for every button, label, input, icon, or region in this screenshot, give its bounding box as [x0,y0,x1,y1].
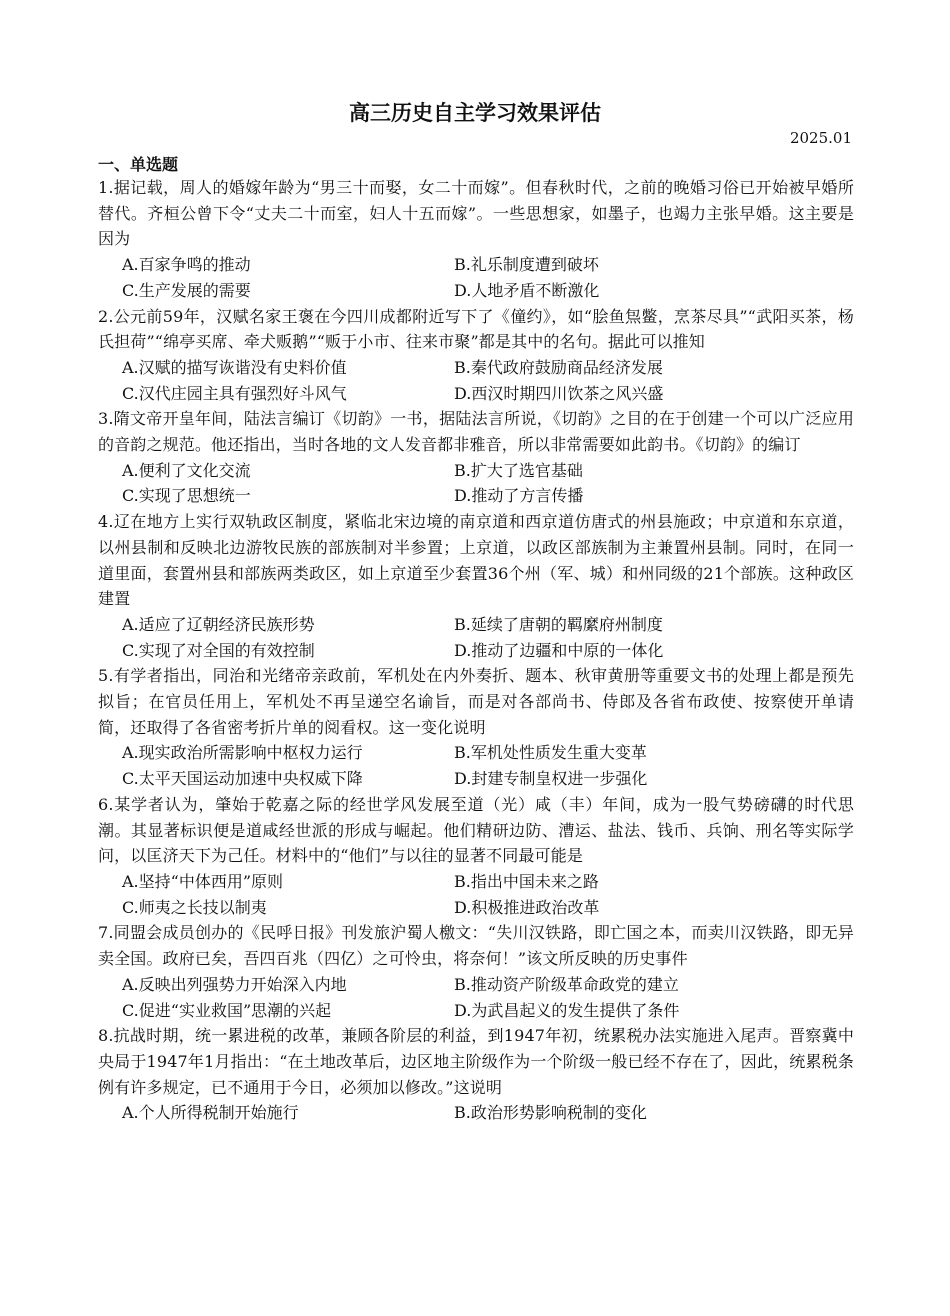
option-b: B.推动资产阶级革命政党的建立 [454,974,679,994]
option-c: C.汉代庄园主具有强烈好斗风气 [122,383,347,403]
question-stem: 4.辽在地方上实行双轨政区制度，紧临北宋边境的南京道和西京道仿唐式的州县施政；中京道和东京道，以州县制和反映北边游牧民族的部族制对半参置；上京道，以政区部族制为主兼置州县制。同时，在同一道里面，套置州县和部族两类政区，如上京道至少套置36个州（军、城）和州同级的21个部族。这种政区建置 [98,512,854,609]
option-a: A.个人所得税制开始施行 [122,1103,299,1123]
option-a: A.百家争鸣的推动 [122,255,251,275]
question-stem: 5.有学者指出，同治和光绪帝亲政前，军机处在内外奏折、题本、秋审黄册等重要文书的处理上都是预先拟旨；在官员任用上，军机处不再呈递空名谕旨，而是对各部尚书、侍郎及各省布政使、按察使开单请简，还取得了各省密考折片单的阅看权。这一变化说明 [98,666,854,737]
option-d: D.积极推进政治改革 [454,897,600,917]
option-grid [98,612,854,663]
option-b: B.扩大了选官基础 [454,460,583,480]
option-grid [98,869,854,920]
page-title: 高三历史自主学习效果评估 [349,101,601,125]
question-1 [98,175,854,304]
question-list [98,175,854,1126]
option-d: D.西汉时期四川饮茶之风兴盛 [454,383,664,403]
option-c: C.实现了对全国的有效控制 [122,640,315,660]
option-b: B.礼乐制度遭到破坏 [454,255,599,275]
question-stem: 8.抗战时期，统一累进税的改革，兼顾各阶层的利益，到1947年初，统累税办法实施进入尾声。晋察冀中央局于1947年1月指出：“在土地改革后，边区地主阶级作为一个阶级一般已经不存在了，因此，统累税条例有许多规定，已不通用于今日，必须加以修改。”这说明 [98,1026,854,1097]
option-c: C.生产发展的需要 [122,280,251,300]
option-d: D.封建专制皇权进一步强化 [454,769,648,789]
option-a: A.便利了文化交流 [122,460,251,480]
option-a: A.反映出列强势力开始深入内地 [122,974,347,994]
option-a: A.汉赋的描写诙谐没有史料价值 [122,357,347,377]
question-5 [98,663,854,792]
option-b: B.秦代政府鼓励商品经济发展 [454,357,663,377]
option-grid [98,740,854,791]
option-c: C.促进“实业救国”思潮的兴起 [122,1000,332,1020]
section-heading: 一、单选题 [98,155,179,174]
option-a: A.坚持“中体西用”原则 [122,871,284,891]
question-3 [98,406,854,509]
option-c: C.太平天国运动加速中央权威下降 [122,769,363,789]
question-stem: 3.隋文帝开皇年间，陆法言编订《切韵》一书，据陆法言所说，《切韵》之目的在于创建一个可以广泛应用的音韵之规范。他还指出，当时各地的文人发音都非雅音，所以非常需要如此韵书。《切韵》的编订 [98,409,854,455]
option-grid [98,972,854,1023]
option-d: D.人地矛盾不断激化 [454,280,600,300]
exam-date: 2025.01 [789,129,852,147]
question-2 [98,304,854,407]
option-c: C.实现了思想统一 [122,486,251,506]
option-b: B.指出中国未来之路 [454,871,599,891]
option-grid [98,458,854,509]
option-d: D.推动了边疆和中原的一体化 [454,640,664,660]
question-7 [98,920,854,1023]
option-d: D.为武昌起义的发生提供了条件 [454,1000,680,1020]
option-b: B.军机处性质发生重大变革 [454,743,647,763]
question-stem: 1.据记载，周人的婚嫁年龄为“男三十而娶，女二十而嫁”。但春秋时代，之前的晚婚习俗已开始被早婚所替代。齐桓公曾下令“丈夫二十而室，妇人十五而嫁”。一些思想家，如墨子，也竭力主张早婚。这主要是因为 [98,178,854,249]
question-stem: 7.同盟会成员创办的《民呼日报》刊发旅沪蜀人檄文：“失川汉铁路，即亡国之本，而卖川汉铁路，即无异卖全国。政府已矣，吾四百兆（四亿）之可怜虫，将奈何！”该文所反映的历史事件 [98,923,854,969]
option-c: C.师夷之长技以制夷 [122,897,267,917]
option-grid [98,355,854,406]
question-stem: 2.公元前59年，汉赋名家王褒在今四川成都附近写下了《僮约》，如“脍鱼炰鳖，烹茶尽具”“武阳买茶，杨氏担荷”“绵亭买席、牵犬贩鹅”“贩于小市、往来市聚”都是其中的名句。据此可以推知 [98,306,854,352]
option-grid [98,1100,854,1126]
option-d: D.推动了方言传播 [454,486,584,506]
question-stem: 6.某学者认为，肇始于乾嘉之际的经世学风发展至道（光）咸（丰）年间，成为一股气势磅礴的时代思潮。其显著标识便是道咸经世派的形成与崛起。他们精研边防、漕运、盐法、钱币、兵饷、刑名等实际学问，以匡济天下为己任。材料中的“他们”与以往的显著不同最可能是 [98,794,854,866]
question-4 [98,509,854,663]
option-a: A.适应了辽朝经济民族形势 [122,614,315,634]
option-b: B.延续了唐朝的羁縻府州制度 [454,614,663,634]
option-a: A.现实政治所需影响中枢权力运行 [122,743,363,763]
question-8 [98,1023,854,1126]
question-6 [98,792,854,921]
option-grid [98,252,854,303]
option-b: B.政治形势影响税制的变化 [454,1103,647,1123]
